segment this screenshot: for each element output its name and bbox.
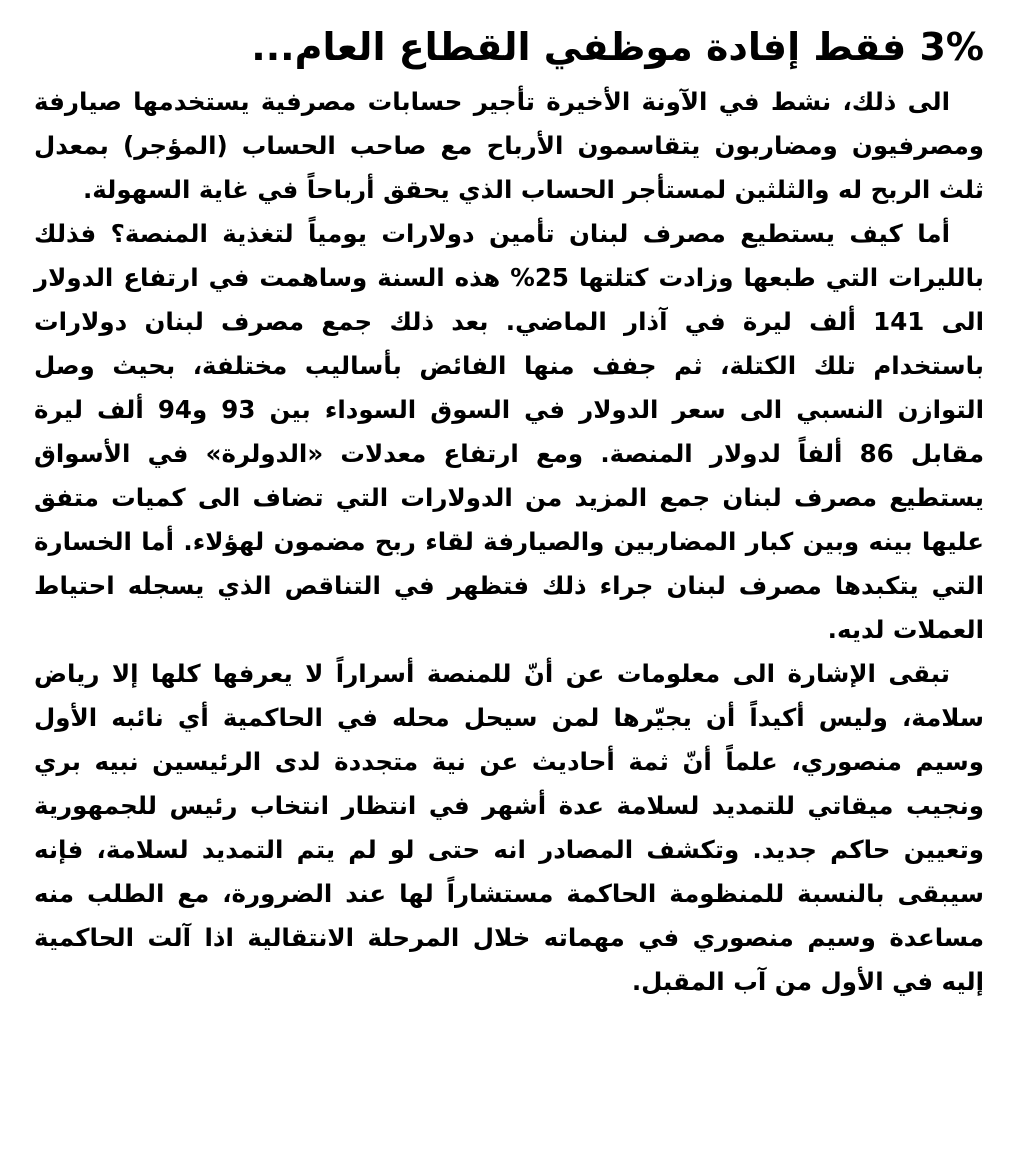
article-paragraph-platform-secrets: تبقى الإشارة الى معلومات عن أنّ للمنصة أسراراً لا يعرفها كلها إلا رياض سلامة، وليس أكيداً أن يجيّرها لمن سيحل محله في الحاكمية أي نائبه الأول وسيم منصوري، علماً أنّ ثمة أحاديث عن نية متجددة لدى الرئيسين نبيه بري ونجيب ميقاتي للتمديد لسلامة عدة أشهر في انتظار انتخاب رئيس للجمهورية وتعيين حاكم جديد. وتكشف المصادر انه حتى لو لم يتم التمديد لسلامة، فإنه سيبقى بالنسبة للمنظومة الحاكمة مستشاراً لها عند الضرورة، مع الطلب منه مساعدة وسيم منصوري في مهماته خلال المرحلة الانتقالية اذا آلت الحاكمية إليه في الأول من آب المقبل. bbox=[34, 659, 984, 996]
article-paragraph-dollar-funding: أما كيف يستطيع مصرف لبنان تأمين دولارات يومياً لتغذية المنصة؟ فذلك بالليرات التي طبعها وزادت كتلتها 25% هذه السنة وساهمت في ارتفاع الدولار الى 141 ألف ليرة في آذار الماضي. بعد ذلك جمع مصرف لبنان دولارات باستخدام تلك الكتلة، ثم جفف منها الفائض بأساليب مختلفة، بحيث وصل التوازن النسبي الى سعر الدولار في السوق السوداء بين 93 و94 ألف ليرة مقابل 86 ألفاً لدولار المنصة. ومع ارتفاع معدلات «الدولرة» في الأسواق يستطيع مصرف لبنان جمع المزيد من الدولارات التي تضاف الى كميات متفق عليها بينه وبين كبار المضاربين والصيارفة لقاء ربح مضمون لهؤلاء. أما الخسارة التي يتكبدها مصرف لبنان جراء ذلك فتظهر في التناقص الذي يسجله احتياط العملات لديه. bbox=[34, 219, 984, 644]
article-body bbox=[34, 80, 984, 1004]
article-paragraph-account-renting: الى ذلك، نشط في الآونة الأخيرة تأجير حسابات مصرفية يستخدمها صيارفة ومصرفيون ومضاربون يتقاسمون الأرباح مع صاحب الحساب (المؤجر) بمعدل ثلث الربح له والثلثين لمستأجر الحساب الذي يحقق أرباحاً في غاية السهولة. bbox=[34, 87, 984, 204]
article-headline: 3% فقط إفادة موظفي القطاع العام... bbox=[251, 25, 984, 69]
